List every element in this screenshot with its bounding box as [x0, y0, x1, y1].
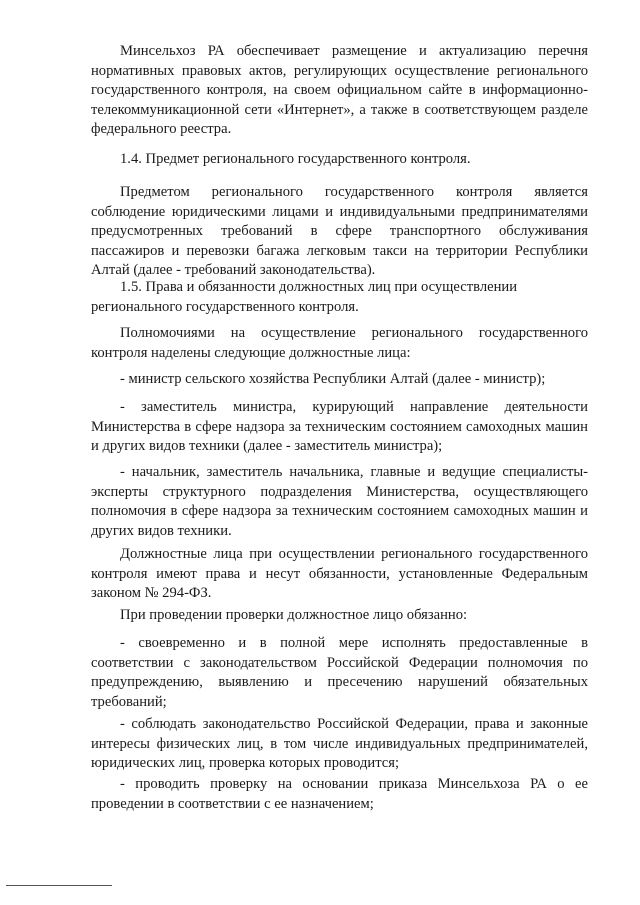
paragraph-inspection-duties-intro: При проведении проверки должностное лицо обязанно:	[120, 607, 468, 623]
paragraph-regulatory-acts-list: Минсельхоз РА обеспечивает размещение и актуализацию перечня нормативных правовых актов, регулирующих осуществление регионального государственного контроля, на своем официальном сайте в информационно-телекоммуникационной сети «Интернет», а также в соответствующем разделе федерального реестра.	[91, 43, 588, 137]
list-item-duty-conduct-inspection: - проводить проверку на основании приказа Минсельхоза РА о ее проведении в соответствии с ее назначением;	[91, 776, 588, 812]
section-heading-1-4: 1.4. Предмет регионального государственного контроля.	[120, 151, 471, 167]
list-item-department-staff: - начальник, заместитель начальника, главные и ведущие специалисты-эксперты структурного подразделения Министерства, осуществляющего полномочия в сфере надзора за техническим состоянием самоходных машин и других видов техники.	[91, 464, 588, 539]
paragraph-control-subject: Предметом регионального государственного контроля является соблюдение юридическими лицами и индивидуальными предпринимателями предусмотренных требований в сфере транспортного обслуживания пассажиров и перевозки багажа легковым такси на территории Республики Алтай (далее - требований законодательства).	[91, 184, 588, 278]
footer-rule	[6, 885, 112, 886]
list-item-deputy-minister: - заместитель министра, курирующий направление деятельности Министерства в сфере надзора за техническим состоянием самоходных машин и других видов техники (далее - заместитель министра);	[91, 399, 588, 454]
paragraph-officials-rights: Должностные лица при осуществлении регионального государственного контроля имеют права и несут обязанности, установленные Федеральным законом № 294-ФЗ.	[91, 546, 588, 601]
list-item-minister: - министр сельского хозяйства Республики Алтай (далее - министр);	[120, 371, 546, 387]
section-heading-1-5: 1.5. Права и обязанности должностных лиц при осуществлении регионального государственного контроля.	[91, 279, 518, 315]
list-item-duty-observe-law: - соблюдать законодательство Российской Федерации, права и законные интересы физических лиц, в том числе индивидуальных предпринимателей, юридических лиц, проверка которых проводится;	[91, 716, 588, 771]
paragraph-authorized-officials: Полномочиями на осуществление регионального государственного контроля наделены следующие должностные лица:	[91, 325, 588, 361]
list-item-duty-exercise-powers: - своевременно и в полной мере исполнять предоставленные в соответствии с законодательством Российской Федерации полномочия по предупреждению, выявлению и пресечению нарушений обязательных требований;	[91, 635, 588, 710]
